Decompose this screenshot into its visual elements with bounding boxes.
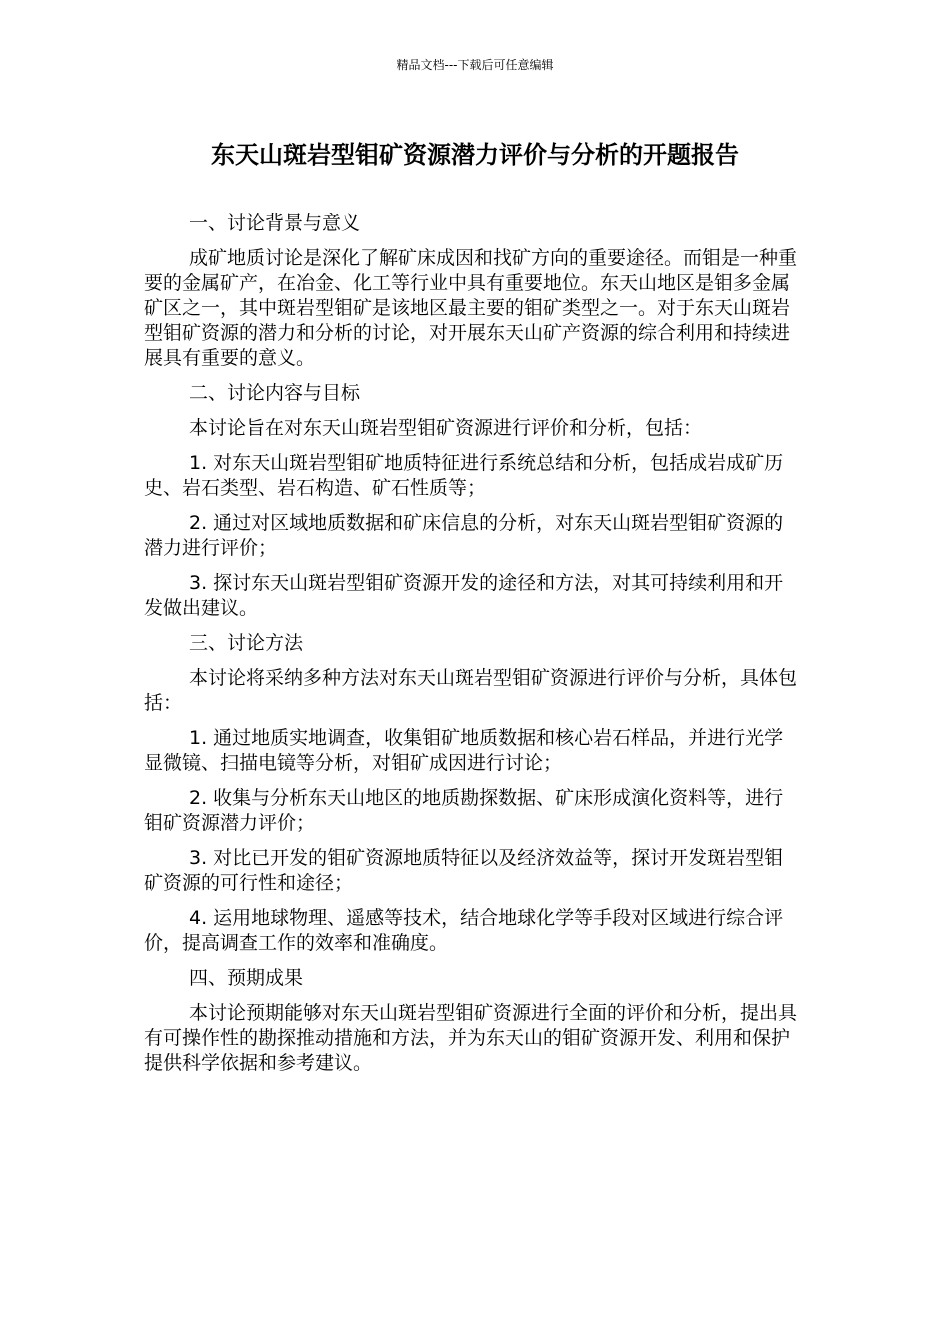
paragraph: 本讨论预期能够对东天山斑岩型钼矿资源进行全面的评价和分析，提出具有可操作性的勘探推动措施和方法，并为东天山的钼矿资源开发、利用和保护提供科学依据和参考建议。: [144, 1002, 798, 1074]
paragraph: 本讨论旨在对东天山斑岩型钼矿资源进行评价和分析，包括：: [189, 417, 703, 439]
section-background: [144, 211, 800, 371]
list-item: 2. 收集与分析东天山地区的地质勘探数据、矿床形成演化资料等，进行钼矿资源潜力评价；: [144, 787, 784, 834]
section-heading: 二、讨论内容与目标: [189, 382, 361, 404]
section-content-goals: [144, 381, 800, 621]
section-heading: 三、讨论方法: [189, 632, 304, 654]
document-body: [144, 211, 800, 1086]
paragraph: 本讨论将采纳多种方法对东天山斑岩型钼矿资源进行评价与分析，具体包括：: [144, 667, 798, 714]
list-item: 4. 运用地球物理、遥感等技术，结合地球化学等手段对区域进行综合评价，提高调查工作的效率和准确度。: [144, 907, 784, 954]
list-item: 1. 通过地质实地调查，收集钼矿地质数据和核心岩石样品，并进行光学显微镜、扫描电镜等分析，对钼矿成因进行讨论；: [144, 727, 784, 774]
list-item: 2. 通过对区域地质数据和矿床信息的分析，对东天山斑岩型钼矿资源的潜力进行评价；: [144, 512, 784, 559]
document-title: 东天山斑岩型钼矿资源潜力评价与分析的开题报告: [211, 141, 739, 169]
list-item: 3. 对比已开发的钼矿资源地质特征以及经济效益等，探讨开发斑岩型钼矿资源的可行性和途径；: [144, 847, 784, 894]
section-heading: 一、讨论背景与意义: [189, 212, 361, 234]
section-heading: 四、预期成果: [189, 967, 304, 989]
page-header: 精品文档---下载后可任意编辑: [396, 58, 554, 72]
section-methods: [144, 631, 800, 956]
paragraph: 成矿地质讨论是深化了解矿床成因和找矿方向的重要途径。而钼是一种重要的金属矿产，在冶金、化工等行业中具有重要地位。东天山地区是钼多金属矿区之一，其中斑岩型钼矿是该地区最主要的钼矿类型之一。对于东天山斑岩型钼矿资源的潜力和分析的讨论，对开展东天山矿产资源的综合利用和持续进展具有重要的意义。: [144, 247, 798, 369]
list-item: 3. 探讨东天山斑岩型钼矿资源开发的途径和方法，对其可持续利用和开发做出建议。: [144, 572, 784, 619]
section-expected-results: [144, 966, 800, 1076]
list-item: 1. 对东天山斑岩型钼矿地质特征进行系统总结和分析，包括成岩成矿历史、岩石类型、岩石构造、矿石性质等；: [144, 452, 784, 499]
